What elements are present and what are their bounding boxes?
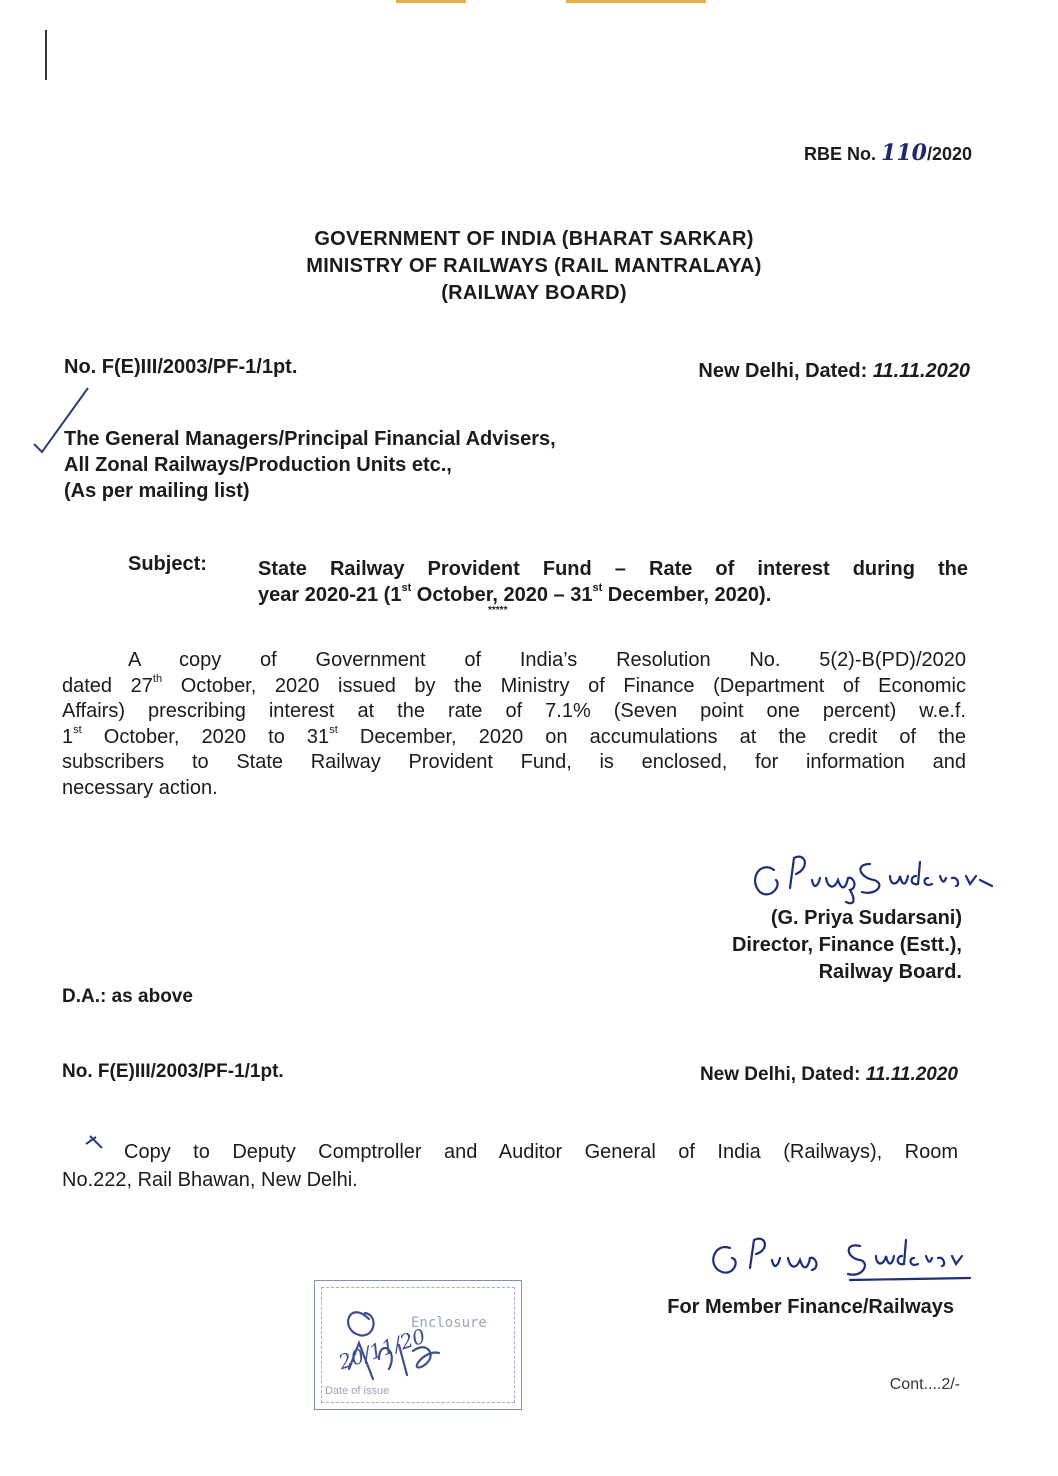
copy-date-value: 11.11.2020	[865, 1064, 958, 1085]
copy-date-line: New Delhi, Dated: 11.11.2020	[699, 1064, 958, 1085]
body-line: necessary action.	[62, 776, 218, 799]
body-line: dated 27th October, 2020 issued by the Ministry of Finance (Department of Economic	[62, 672, 966, 697]
reference-number: No. F(E)III/2003/PF-1/1pt.	[64, 356, 298, 378]
scan-artifact	[566, 0, 706, 3]
enclosure-note: D.A.: as above	[62, 986, 193, 1007]
copy-to-line: No.222, Rail Bhawan, New Delhi.	[62, 1169, 358, 1191]
signature-handwritten	[700, 1220, 980, 1290]
body-line: subscribers to State Railway Provident Fund, is enclosed, for information and	[62, 751, 966, 774]
rbe-number: RBE No. 110/2020	[804, 140, 972, 166]
addressee	[64, 426, 556, 504]
receipt-stamp	[314, 1280, 522, 1410]
stamp-text: Date of issue	[325, 1385, 390, 1397]
addressee-line: (As per mailing list)	[64, 480, 250, 502]
signature-handwritten	[730, 840, 1000, 910]
signature-block	[732, 905, 962, 986]
body-paragraph	[62, 648, 966, 802]
margin-mark	[45, 30, 47, 80]
date-line: New Delhi, Dated: 11.11.2020	[698, 360, 970, 382]
copy-to-line: Copy to Deputy Comptroller and Auditor General of India (Railways), Room	[124, 1141, 958, 1163]
body-line: A copy of Government of India’s Resolution No. 5(2)-B(PD)/2020	[128, 649, 966, 671]
for-member-finance: For Member Finance/Railways	[667, 1296, 954, 1318]
body-line: 1st October, 2020 to 31st December, 2020 on accumulations at the credit of the	[62, 724, 966, 748]
header-line-ministry: MINISTRY OF RAILWAYS (RAIL MANTRALAYA)	[306, 255, 762, 277]
subject-line: State Railway Provident Fund – Rate of interest during the	[258, 558, 968, 580]
scan-artifact	[396, 0, 466, 3]
subject-line: year 2020-21 (1st October, 2020 – 31st December, 2020).	[258, 582, 772, 606]
copy-reference-number: No. F(E)III/2003/PF-1/1pt.	[62, 1061, 284, 1082]
signatory-name: (G. Priya Sudarsani)	[770, 907, 962, 929]
addressee-line: All Zonal Railways/Production Units etc.,	[64, 454, 452, 476]
date-value: 11.11.2020	[872, 360, 970, 382]
letterhead	[0, 226, 1058, 307]
header-line-board: (RAILWAY BOARD)	[441, 282, 627, 304]
subject-stars: *****	[488, 605, 508, 616]
continuation-note: Cont....2/-	[889, 1376, 960, 1393]
signatory-designation: Director, Finance (Estt.),	[731, 934, 962, 956]
body-line: Affairs) prescribing interest at the rate of 7.1% (Seven point one percent) w.e.f.	[62, 700, 966, 723]
copy-to-paragraph	[62, 1138, 958, 1194]
header-line-government: GOVERNMENT OF INDIA (BHARAT SARKAR)	[314, 228, 754, 250]
addressee-line: The General Managers/Principal Financial Advisers,	[64, 428, 556, 450]
signatory-office: Railway Board.	[818, 961, 962, 983]
subject-label: Subject:	[128, 553, 207, 575]
stamp-text: Enclosure	[411, 1315, 487, 1331]
subject-text	[258, 556, 968, 608]
stamp-handwritten-date: 20/11/20	[335, 1323, 429, 1375]
rbe-handwritten-number: 110	[881, 140, 927, 166]
